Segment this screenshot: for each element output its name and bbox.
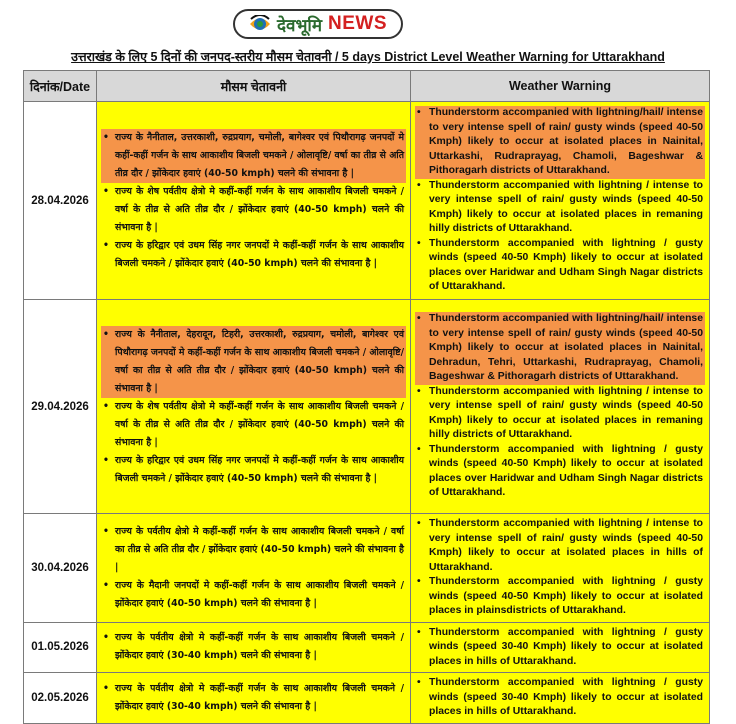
table-row [24,300,710,514]
weather-warning-table [23,70,710,724]
hindi-warning-cell [97,102,411,300]
hindi-warning-cell [97,300,411,514]
warning-item: • Thunderstorm accompanied with lightning / intense to very intense spell of rain/ gusty winds (speed 40-50 Kmph) likely to occur at isolated places in remaning hilly districts of Uttarakhand. [417,385,703,441]
warning-item: • Thunderstorm accompanied with lightning / intense to very intense spell of rain/ gusty winds (speed 40-50 Kmph) likely to occur at isolated places in hills of Uttarakhand. [417,518,703,573]
date-cell: 28.04.2026 [24,102,97,300]
warning-item: • Thunderstorm accompanied with lightning / gusty winds (speed 40-50 Kmph) likely to occur at isolated places over Haridwar and Udham Singh Nagar districts of Uttarakhand. [417,237,703,293]
english-warning-cell [411,673,710,724]
logo-news-text: NEWS [328,13,387,34]
date-cell: 30.04.2026 [24,514,97,623]
date-cell: 01.05.2026 [24,622,97,673]
warning-item: • राज्य के पर्वतीय क्षेत्रो मे कहीं-कहीं गर्जन के साथ आकाशीय बिजली चमकने / वर्षा का तीव्र से अति तीव्र दौर / झोंकेदार हवाएं (40-50 kmph) चलने की संभावना है | [103,525,404,573]
english-warning-cell [411,102,710,300]
warning-item: • Thunderstorm accompanied with lightning/hail/ intense to very intense spell of rain/ gusty winds (speed 40-50 Kmph) likely to occur at isolated places in Nainital, Uttarkashi, Rudraprayag, Chamoli, Bageshwar & Pithoragarh districts of Uttarakhand. [415,106,705,179]
warning-item: • राज्य के हरिद्वार एवं उधम सिंह नगर जनपदों मे कहीं-कहीं गर्जन के साथ आकाशीय बिजली चमकने / झोंकेदार हवाएं (40-50 kmph) चलने की संभावना है | [103,239,404,269]
warning-item: • राज्य के नैनीताल, उत्तरकाशी, रुद्रप्रयाग, चमोली, बागेश्वर एवं पिथौरागढ़ जनपदों मे कहीं-कहीं गर्जन के साथ आकाशीय बिजली चमकने / ओलावृष्टि/ वर्षा का तीव्र से अति तीव्र दौर / झोंकेदार हवाएं (40-50 kmph) चलने की संभावना है | [101,129,406,183]
warning-item: • राज्य के पर्वतीय क्षेत्रो मे कहीं-कहीं गर्जन के साथ आकाशीय बिजली चमकने / झोंकेदार हवाएं (30-40 kmph) चलने की संभावना है | [103,682,404,712]
hindi-warning-cell [97,514,411,623]
warning-item: • राज्य के नैनीताल, देहरादून, टिहरी, उत्तरकाशी, रुद्रप्रयाग, चमोली, बागेश्वर एवं पिथौरागढ़ जनपदों मे कहीं-कहीं गर्जन के साथ आकाशीय बिजली चमकने / ओलावृष्टि/ वर्षा का तीव्र से अति तीव्र दौर / झोंकेदार हवाएं (40-50 kmph) चलने की संभावना है | [101,326,406,398]
site-logo [233,9,403,39]
warning-item: • Thunderstorm accompanied with lightning / gusty winds (speed 30-40 Kmph) likely to occur at isolated places in hills of Uttarakhand. [417,677,703,717]
warning-item: • Thunderstorm accompanied with lightning / gusty winds (speed 30-40 Kmph) likely to occur at isolated places in hills of Uttarakhand. [417,626,703,667]
warning-item: • राज्य के मैदानी जनपदों मे कहीं-कहीं गर्जन के साथ आकाशीय बिजली चमकने / झोंकेदार हवाएं (40-50 kmph) चलने की संभावना है | [103,579,404,609]
warning-item: • राज्य के पर्वतीय क्षेत्रो मे कहीं-कहीं गर्जन के साथ आकाशीय बिजली चमकने / झोंकेदार हवाएं (30-40 kmph) चलने की संभावना है | [103,632,404,662]
table-row [24,622,710,673]
warning-item: • Thunderstorm accompanied with lightning / gusty winds (speed 40-50 Kmph) likely to occur at isolated places in plainsdistricts of Uttarakhand. [417,576,703,616]
logo-hindi-text: देवभूमि [277,15,322,36]
warning-item: • Thunderstorm accompanied with lightning / intense to very intense spell of rain/ gusty winds (speed 40-50 Kmph) likely to occur at isolated places in remaning hilly districts of Uttarakhand. [417,179,703,235]
date-cell: 29.04.2026 [24,300,97,514]
date-cell: 02.05.2026 [24,673,97,724]
eye-logo-icon [249,15,271,33]
warning-item: • राज्य के हरिद्वार एवं उधम सिंह नगर जनपदों मे कहीं-कहीं गर्जन के साथ आकाशीय बिजली चमकने / झोंकेदार हवाएं (40-50 kmph) चलने की संभावना है | [103,454,404,484]
table-row [24,514,710,623]
warning-item: • Thunderstorm accompanied with lightning / gusty winds (speed 40-50 Kmph) likely to occur at isolated places over Haridwar and Udham Singh Nagar districts of Uttarakhand. [417,443,703,499]
hindi-warning-cell [97,622,411,673]
table-row [24,102,710,300]
column-header-hindi: मौसम चेतावनी [97,71,411,102]
table-header-row [24,71,710,102]
english-warning-cell [411,622,710,673]
english-warning-cell [411,514,710,623]
hindi-warning-cell [97,673,411,724]
table-row [24,673,710,724]
page-title: उत्तराखंड के लिए 5 दिनों की जनपद-स्तरीय मौसम चेतावनी / 5 days District Level Weather Warning for Uttarakhand [71,50,665,64]
english-warning-cell [411,300,710,514]
column-header-english: Weather Warning [411,71,710,102]
warning-item: • Thunderstorm accompanied with lightning/hail/ intense to very intense spell of rain/ gusty winds (speed 40-50 Kmph) likely to occur at isolated places in Nainital, Dehradun, Tehri, Uttarkashi, Rudraprayag, Chamoli, Bageshwar & Pithoragarh districts of Uttarakhand. [415,312,705,385]
column-header-date: दिनांक/Date [24,71,97,102]
warning-item: • राज्य के शेष पर्वतीय क्षेत्रो मे कहीं-कहीं गर्जन के साथ आकाशीय बिजली चमकने / वर्षा के तीव्र से अति तीव्र दौर / झोंकेदार हवाएं (40-50 kmph) चलने की संभावना है | [103,185,404,233]
warning-item: • राज्य के शेष पर्वतीय क्षेत्रो मे कहीं-कहीं गर्जन के साथ आकाशीय बिजली चमकने / वर्षा के तीव्र से अति तीव्र दौर / झोंकेदार हवाएं (40-50 kmph) चलने की संभावना है | [103,400,404,448]
